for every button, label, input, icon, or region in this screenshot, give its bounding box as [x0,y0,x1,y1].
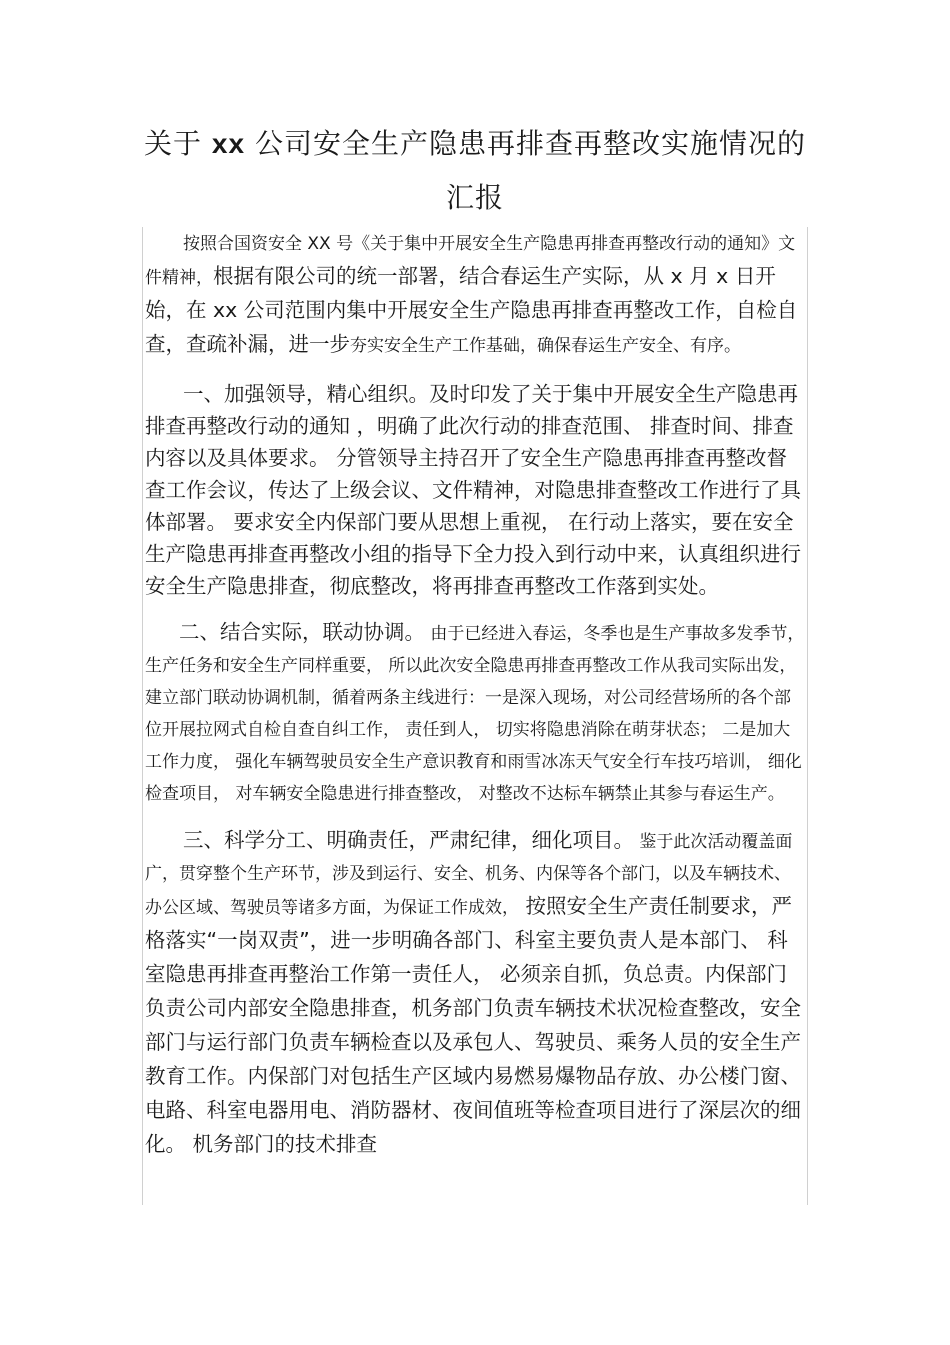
section-2-text: 由于已经进入春运，冬季也是生产事故多发季节，生产任务和安全生产同样重要， 所以此次安全隐患再排查再整改工作从我司实际出发，建立部门联动协调机制，循着两条主线进行：一是深入现场，对公司经营场所的各个部位开展拉网式自检自查自纠工作， 责任到人， 切实将隐患消除在萌芽状态； 二是加大工作力度， 强化车辆驾驶员安全生产意识教育和雨雪冰冻天气安全行车技巧培训， 细化检查项目， 对车辆安全隐患进行排查整改， 对整改不达标车辆禁止其参与春运生产。 [145,624,805,804]
section-2-paragraph [145,616,807,810]
section-3-large-text: 按照安全生产责任制要求，严格落实“一岗双责”，进一步明确各部门、科室主要负责人是本部门、 科室隐患再排查再整治工作第一责任人， 必须亲自抓，负总责。内保部门负责公司内部安全隐患排查，机务部门负责车辆技术状况检查整改，安全部门与运行部门负责车辆检查以及承包人、驾驶员、乘务人员的安全生产教育工作。内保部门对包括生产区域内易燃易爆物品存放、办公楼门窗、电路、科室电器用电、消防器材、夜间值班等检查项目进行了深层次的细化。 机务部门的技术排查 [145,894,801,1156]
section-3-paragraph [145,824,807,1162]
intro-line-1: 按照合国资安全 XX 号《关于集中开展安全生产隐患再排查再整改行动的通知》文件精神， [145,234,796,288]
section-2-heading: 二、结合实际，联动协调。 [179,620,425,644]
title-company-code: xx [211,128,246,159]
section-3-heading: 三、科学分工、明确责任，严肃纪律，细化项目。 [183,828,634,852]
intro-line-2: 根据有限公司的统一部署，结合春运生产实际，从 x 月 x 日开始，在 xx 公司范围内集中开展安全生产隐患再排查再整改工作，自检自查，查疏补漏，进一步 [145,264,798,356]
document-title-line-2: 汇报 [445,181,504,214]
title-prefix: 关于 [144,127,212,160]
document-title-line-1 [120,122,830,162]
document-body [145,228,807,1162]
intro-line-3: 夯实安全生产工作基础，确保春运生产安全、有序。 [350,336,741,356]
section-3-small-text: 鉴于此次活动覆盖面广，贯穿整个生产环节，涉及到运行、安全、机务、内保等各个部门，以及车辆技术、办公区域、驾驶员等诸多方面，为保证工作成效， [145,832,793,918]
section-1-paragraph: 一、加强领导，精心组织。及时印发了关于集中开展安全生产隐患再排查再整改行动的通知 ，明确了此次行动的排查范围、 排查时间、排查内容以及具体要求。 分管领导主持召开了安全生产隐患再排查再整改督查工作会议，传达了上级会议、文件精神，对隐患排查整改工作进行了具体部署。 要求安全内保部门要从思想上重视， 在行动上落实，要在安全生产隐患再排查再整改小组的指导下全力投入到行动中来，认真组织进行安全生产隐患排查，彻底整改，将再排查再整改工作落到实处。 [145,382,801,598]
title-rest: 公司安全生产隐患再排查再整改实施情况的 [245,127,806,160]
intro-paragraph [145,228,807,362]
